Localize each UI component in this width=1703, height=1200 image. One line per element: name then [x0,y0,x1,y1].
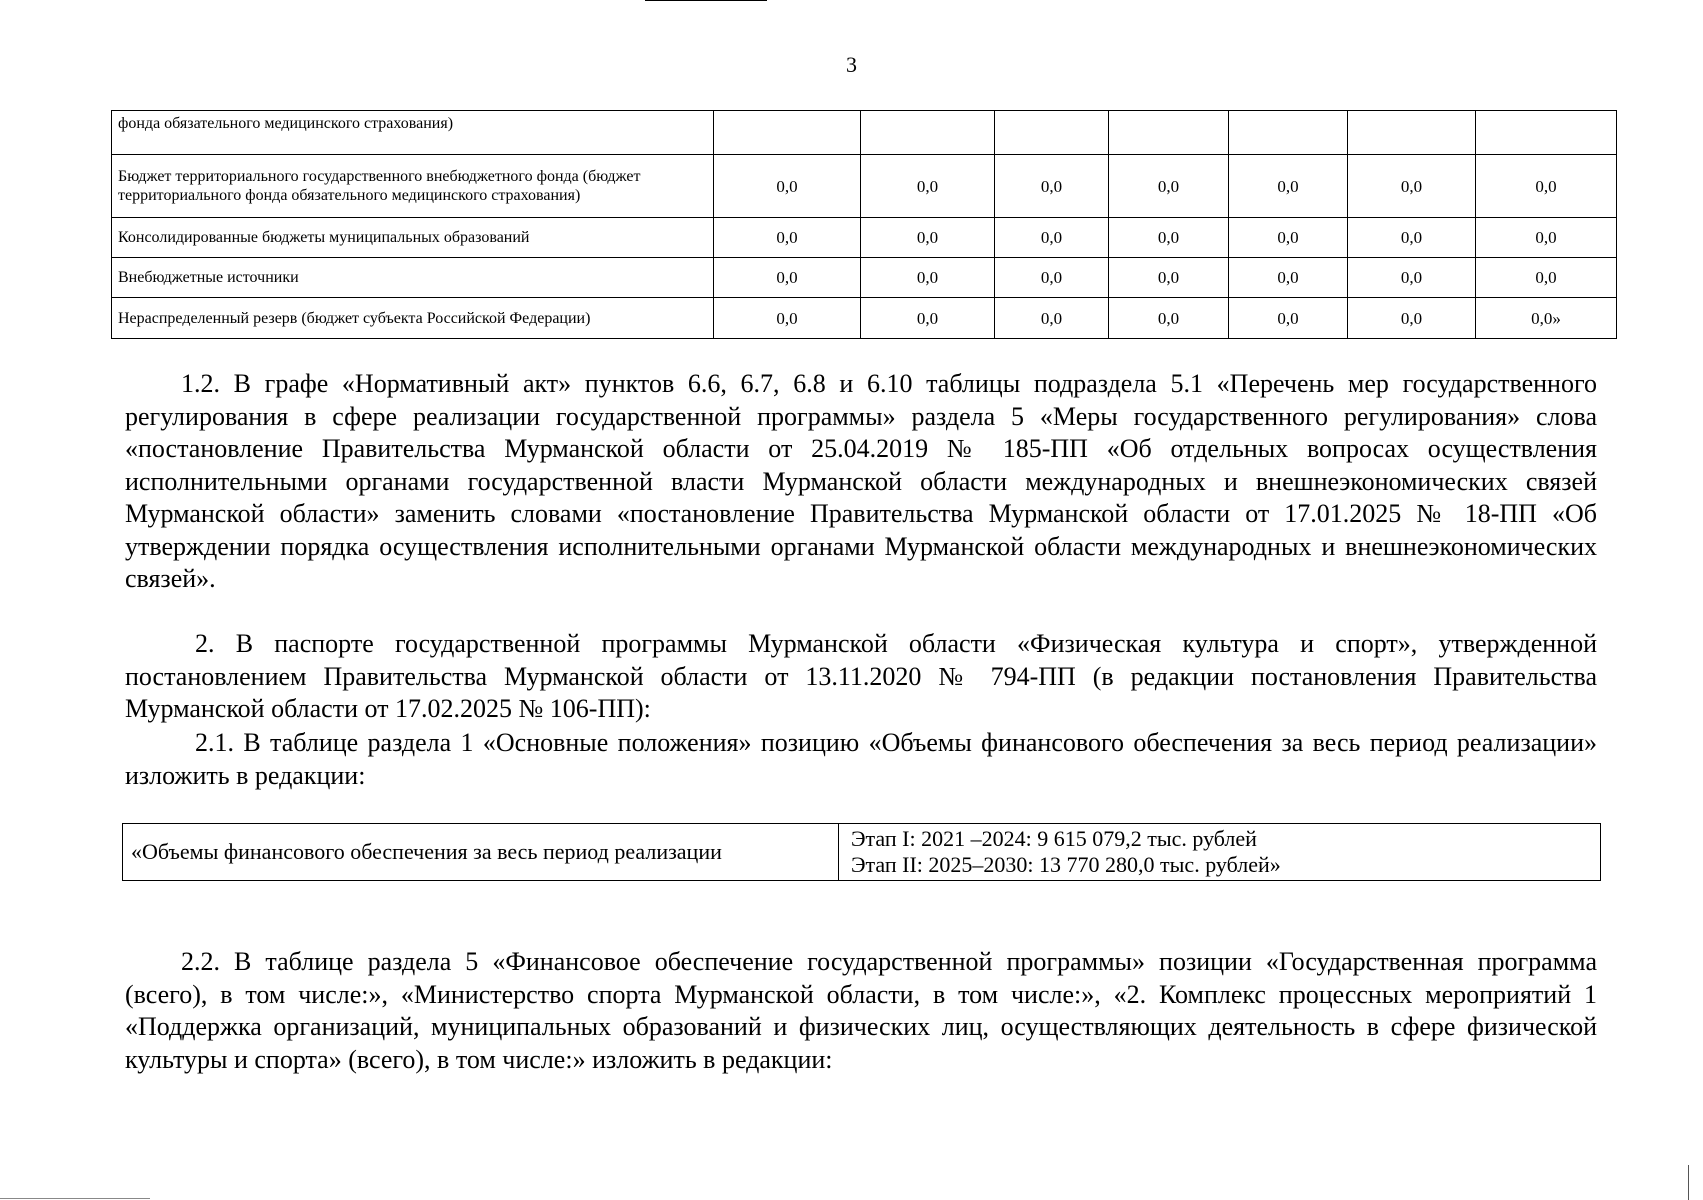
cell-value: 0,0 [1348,218,1476,258]
table-row [112,298,1617,339]
cell-value [861,111,995,155]
cell-value: 0,0 [1476,258,1617,298]
cell-value: 0,0 [714,298,861,339]
paragraph-2-1: 2.1. В таблице раздела 1 «Основные положения» позицию «Объемы финансового обеспечения за весь период реализации» изложить в редакции: [125,728,1597,790]
cell-value [1476,111,1617,155]
cell-value: 0,0 [1109,258,1229,298]
funding-stage-2: Этап II: 2025–2030: 13 770 280,0 тыс. рублей» [851,852,1281,877]
cell-value: 0,0 [1109,218,1229,258]
cell-value: 0,0 [1229,155,1348,218]
cell-value: 0,0 [995,258,1109,298]
cell-value: 0,0 [714,155,861,218]
cell-value: 0,0 [1229,298,1348,339]
cell-value [1348,111,1476,155]
cell-value: 0,0 [1109,298,1229,339]
budget-table [111,110,1617,339]
cell-value: 0,0 [995,155,1109,218]
cell-value: 0,0 [1229,258,1348,298]
cell-value: 0,0 [1348,155,1476,218]
row-label: Нераспределенный резерв (бюджет субъекта Российской Федерации) [112,298,714,339]
cell-value: 0,0 [861,258,995,298]
cell-value: 0,0 [1109,155,1229,218]
cell-value: 0,0 [861,218,995,258]
cell-value [1109,111,1229,155]
table-row [123,824,1601,881]
cell-value [714,111,861,155]
row-label: фонда обязательного медицинского страхования) [112,111,714,155]
cell-value: 0,0 [861,298,995,339]
row-label: Бюджет территориального государственного внебюджетного фонда (бюджет территориального фонда обязательного медицинского страхования) [112,155,714,218]
cell-value: 0,0 [714,218,861,258]
table-row [112,111,1617,155]
cell-value: 0,0 [1348,298,1476,339]
funding-values [839,824,1601,881]
table-row [112,155,1617,218]
cell-value: 0,0 [1229,218,1348,258]
cell-value: 0,0» [1476,298,1617,339]
cell-value [995,111,1109,155]
page-number: 3 [846,52,857,77]
row-label: Внебюджетные источники [112,258,714,298]
cell-value: 0,0 [1348,258,1476,298]
top-rule [645,0,767,1]
cell-value: 0,0 [1476,218,1617,258]
table-row [112,218,1617,258]
paragraph-2-2: 2.2. В таблице раздела 5 «Финансовое обеспечение государственной программы» позиции «Государственная программа (всего), в том числе:», «Министерство спорта Мурманской области, в том числе:», «2. Комплекс процессных мероприятий 1 «Поддержка организаций, муниципальных образований и физических лиц, осуществляющих деятельность в сфере физической культуры и спорта» (всего), в том числе:» изложить в редакции: [125,947,1597,1074]
table-row [112,258,1617,298]
cell-value: 0,0 [861,155,995,218]
funding-label: «Объемы финансового обеспечения за весь период реализации [123,824,839,881]
scan-edge-mark [1688,1165,1689,1200]
funding-table [122,823,1601,881]
funding-stage-1: Этап I: 2021 –2024: 9 615 079,2 тыс. рублей [851,826,1257,851]
scan-edge-line [0,1198,150,1199]
paragraph-1-2: 1.2. В графе «Нормативный акт» пунктов 6.6, 6.7, 6.8 и 6.10 таблицы подраздела 5.1 «Перечень мер государственного регулирования в сфере реализации государственной программы» раздела 5 «Меры государственного регулирования» слова «постановление Правительства Мурманской области от 25.04.2019 № 185-ПП «Об отдельных вопросах осуществления исполнительными органами государственной власти Мурманской области международных и внешнеэкономических связей Мурманской области» заменить словами «постановление Правительства Мурманской области от 17.01.2025 № 18-ПП «Об утверждении порядка осуществления исполнительными органами Мурманской области международных и внешнеэкономических связей». [125,369,1597,593]
cell-value [1229,111,1348,155]
cell-value: 0,0 [995,298,1109,339]
cell-value: 0,0 [995,218,1109,258]
row-label: Консолидированные бюджеты муниципальных образований [112,218,714,258]
paragraph-2: 2. В паспорте государственной программы Мурманской области «Физическая культура и спорт», утвержденной постановлением Правительства Мурманской области от 13.11.2020 № 794-ПП (в редакции постановления Правительства Мурманской области от 17.02.2025 № 106-ПП): [125,629,1597,723]
cell-value: 0,0 [1476,155,1617,218]
cell-value: 0,0 [714,258,861,298]
